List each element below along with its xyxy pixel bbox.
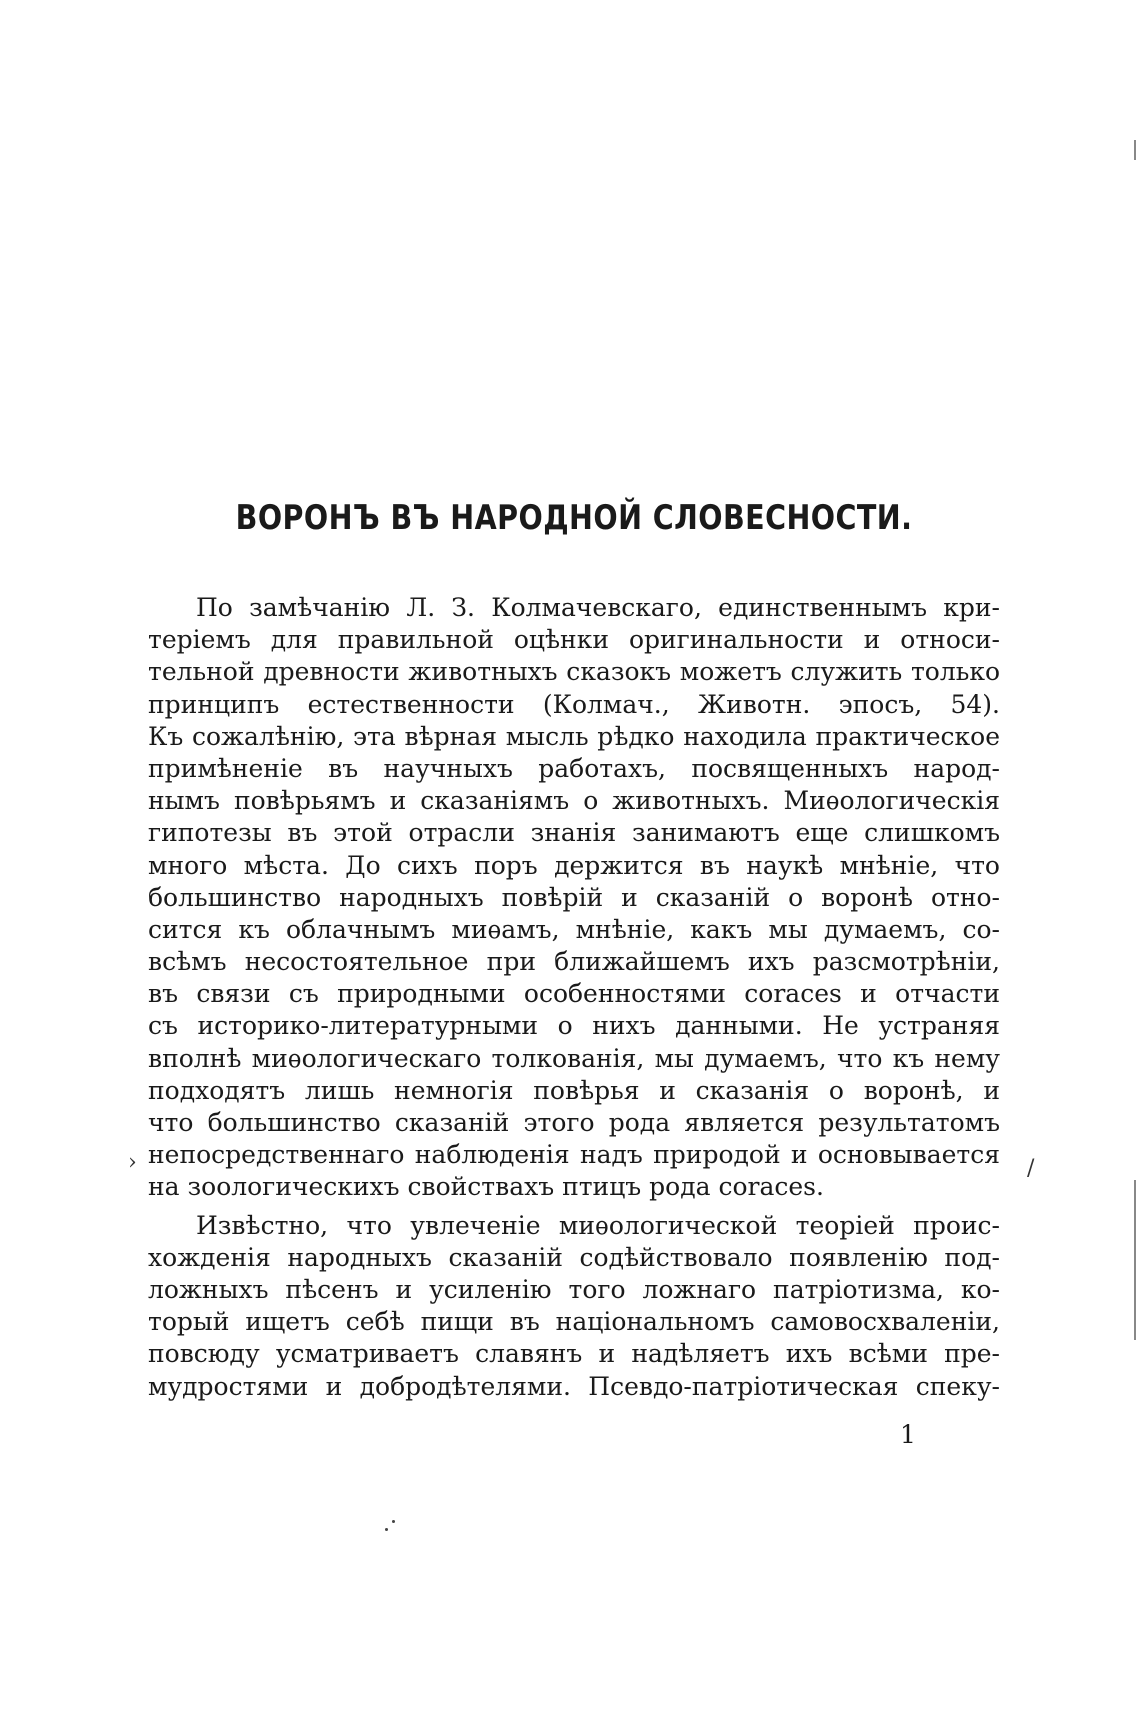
scan-edge-mark xyxy=(1134,140,1136,160)
text-line: гипотезы въ этой отрасли знанія занимаютъ еще слишкомъ xyxy=(148,818,1000,848)
scan-speck xyxy=(385,1528,388,1531)
body-text xyxy=(148,592,1000,1403)
text-line: мудростями и добродѣтелями. Псевдо-патріотическая спеку- xyxy=(148,1371,1000,1401)
page-number: 1 xyxy=(900,1420,916,1449)
margin-mark-right: / xyxy=(1027,1156,1035,1181)
margin-mark-left: › xyxy=(128,1150,137,1175)
scan-edge-mark xyxy=(1134,1180,1136,1340)
text-line: торый ищетъ себѣ пищи въ національномъ самовосхваленіи, xyxy=(148,1307,1000,1337)
text-line: хожденія народныхъ сказаній содѣйствовало появленію под- xyxy=(148,1242,1000,1272)
text-line: нымъ повѣрьямъ и сказаніямъ о животныхъ. Миѳологическія xyxy=(148,786,1000,816)
text-line: примѣненіе въ научныхъ работахъ, посвященныхъ народ- xyxy=(148,753,1000,783)
text-line: большинство народныхъ повѣрій и сказаній о воронѣ отно- xyxy=(148,882,1000,912)
text-line: повсюду усматриваетъ славянъ и надѣляетъ ихъ всѣми пре- xyxy=(148,1339,1000,1369)
text-line: непосредственнаго наблюденія надъ природой и основывается xyxy=(148,1140,1000,1170)
text-line: подходятъ лишь немногія повѣрья и сказанія о воронѣ, и xyxy=(148,1075,1000,1105)
text-line: на зоологическихъ свойствахъ птицъ рода coraces. xyxy=(148,1172,824,1202)
paragraph-1 xyxy=(148,592,1000,1204)
paragraph-2 xyxy=(148,1210,1000,1403)
text-line: теріемъ для правильной оцѣнки оригинальности и относи- xyxy=(148,625,1000,655)
scan-speck xyxy=(392,1520,395,1523)
text-line: что большинство сказаній этого рода является результатомъ xyxy=(148,1108,1000,1137)
chapter-title: ВОРОНЪ ВЪ НАРОДНОЙ СЛОВЕСНОСТИ. xyxy=(235,498,913,538)
text-line: Къ сожалѣнію, эта вѣрная мысль рѣдко находила практическое xyxy=(148,721,1000,751)
text-line: вполнѣ миѳологическаго толкованія, мы думаемъ, что къ нему xyxy=(148,1043,1000,1073)
text-line: въ связи съ природными особенностями coraces и отчасти xyxy=(148,979,1000,1009)
text-line: всѣмъ несостоятельное при ближайшемъ ихъ разсмотрѣніи, xyxy=(148,947,1000,977)
text-line: По замѣчанію Л. З. Колмачевскаго, единственнымъ кри- xyxy=(196,593,1000,622)
text-line: много мѣста. До сихъ поръ держится въ наукѣ мнѣніе, что xyxy=(148,850,1000,880)
text-line: съ историко-литературными о нихъ данными. Не устраняя xyxy=(148,1011,1000,1041)
text-line: принципъ естественности (Колмач., Животн. эпосъ, 54). xyxy=(148,689,1000,719)
text-line: ложныхъ пѣсенъ и усиленію того ложнаго патріотизма, ко- xyxy=(148,1274,1000,1304)
text-line: сится къ облачнымъ миѳамъ, мнѣніе, какъ мы думаемъ, со- xyxy=(148,914,1000,944)
text-line: тельной древности животныхъ сказокъ можетъ служить только xyxy=(148,657,1000,687)
text-line: Извѣстно, что увлеченіе миѳологической теоріей проис- xyxy=(196,1210,1000,1240)
